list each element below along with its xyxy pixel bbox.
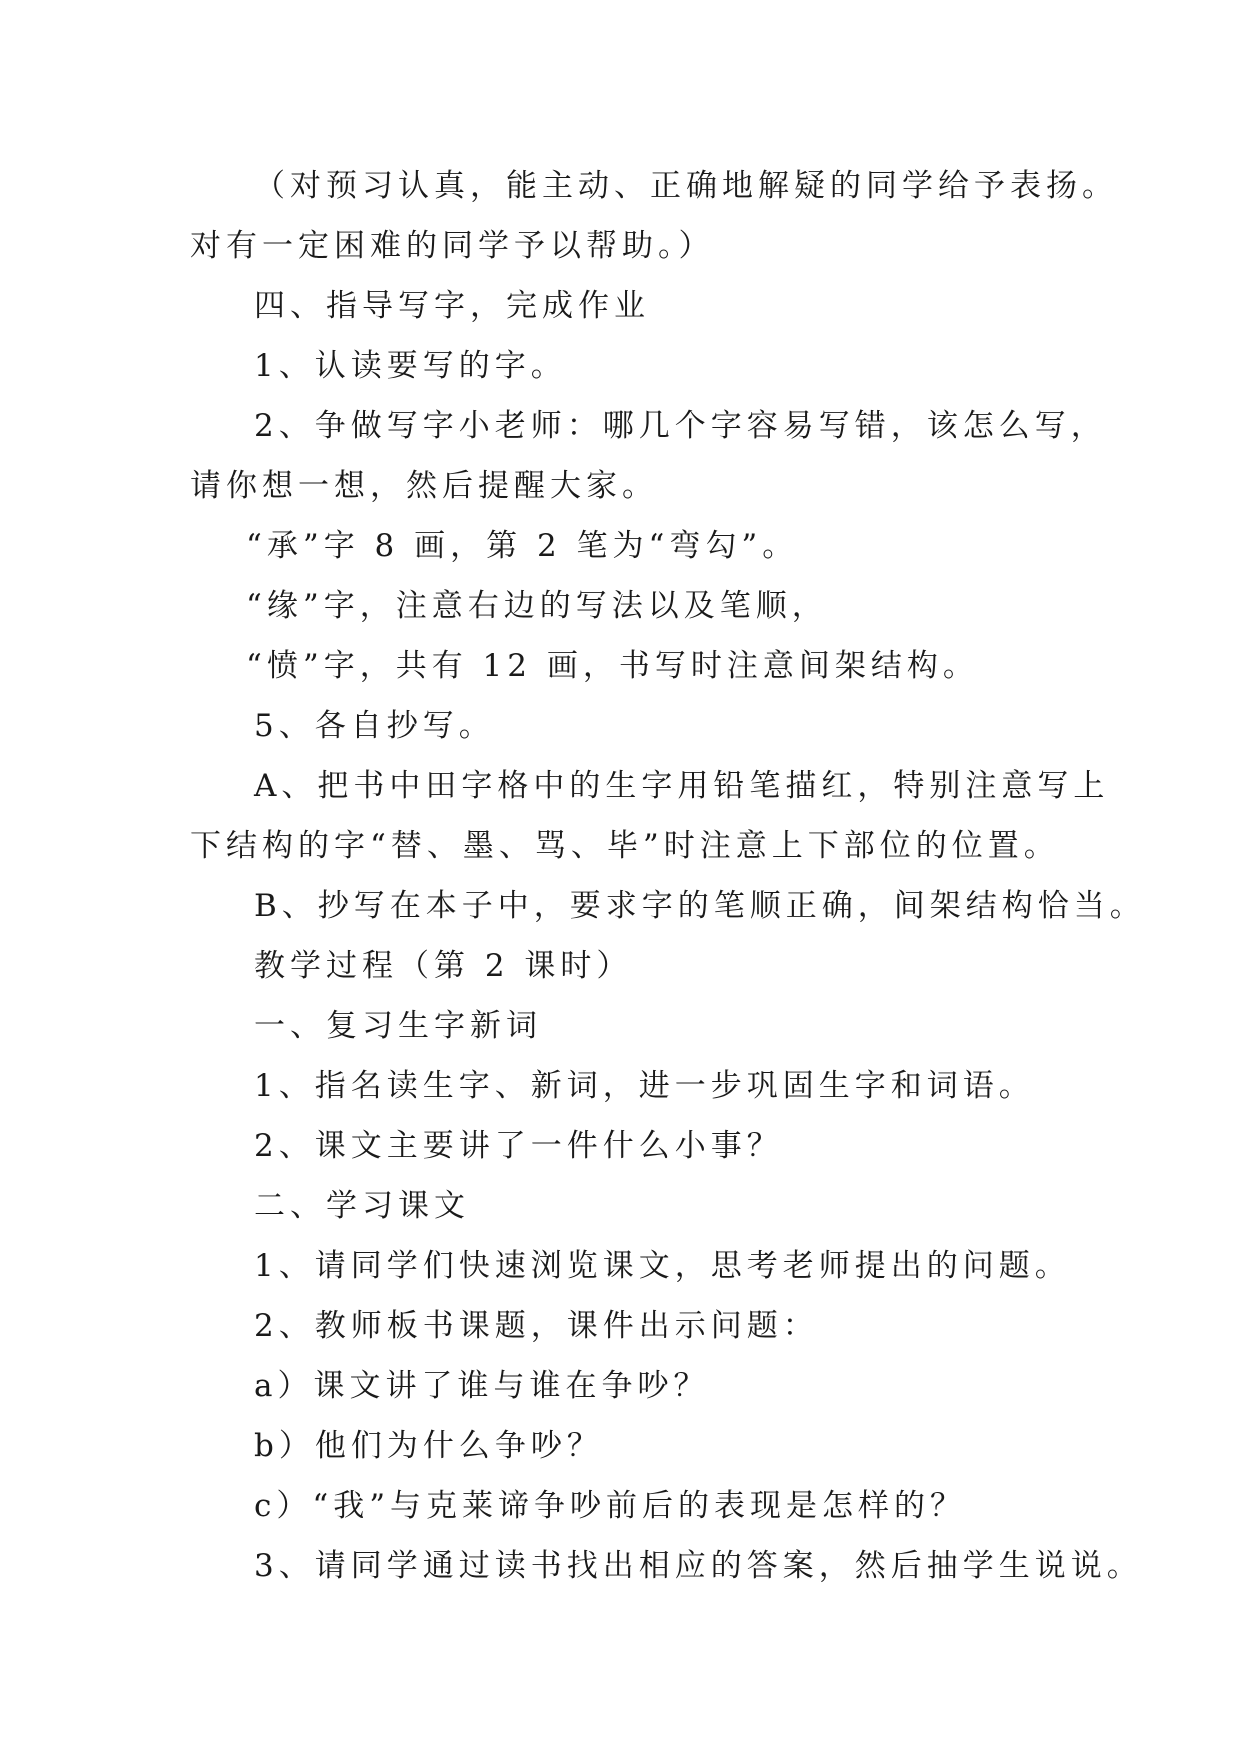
paragraph-line: c）“我”与克莱谛争吵前后的表现是怎样的？ (254, 1488, 967, 1524)
document-body (190, 156, 1146, 1596)
paragraph-line: “缘”字，注意右边的写法以及笔顺， (246, 588, 828, 624)
paragraph-line: b）他们为什么争吵？ (254, 1428, 603, 1464)
paragraph-line: 下结构的字“替、墨、骂、毕”时注意上下部位的位置。 (190, 828, 1060, 864)
paragraph-line: 5、各自抄写。 (254, 708, 495, 744)
paragraph-line: （对预习认真，能主动、正确地解疑的同学给予表扬。 (254, 168, 1118, 204)
paragraph-line: a）课文讲了谁与谁在争吵？ (254, 1368, 710, 1404)
paragraph-line: A、把书中田字格中的生字用铅笔描红，特别注意写上 (254, 768, 1110, 804)
paragraph-line: B、抄写在本子中，要求字的笔顺正确，间架结构恰当。 (254, 888, 1146, 924)
paragraph-line: 请你想一想，然后提醒大家。 (190, 468, 658, 504)
section-heading: 教学过程（第 2 课时） (254, 948, 633, 984)
paragraph-line: “承”字 8 画，第 2 笔为“弯勾”。 (246, 528, 799, 564)
paragraph-line: 2、课文主要讲了一件什么小事？ (254, 1128, 783, 1164)
paragraph-line: 2、教师板书课题，课件出示问题： (254, 1308, 819, 1344)
paragraph-line: 1、请同学们快速浏览课文，思考老师提出的问题。 (254, 1248, 1071, 1284)
paragraph-line: 1、指名读生字、新词，进一步巩固生字和词语。 (254, 1068, 1035, 1104)
paragraph-line: 2、争做写字小老师：哪几个字容易写错，该怎么写， (254, 408, 1107, 444)
section-heading: 二、学习课文 (254, 1188, 470, 1224)
paragraph-line: 1、认读要写的字。 (254, 348, 567, 384)
section-heading: 一、复习生字新词 (254, 1008, 542, 1044)
paragraph-line: “愤”字，共有 12 画，书写时注意间架结构。 (246, 648, 979, 684)
section-heading: 四、指导写字，完成作业 (254, 288, 650, 324)
paragraph-line: 对有一定困难的同学予以帮助。） (190, 228, 715, 264)
paragraph-line: 3、请同学通过读书找出相应的答案，然后抽学生说说。 (254, 1548, 1143, 1584)
